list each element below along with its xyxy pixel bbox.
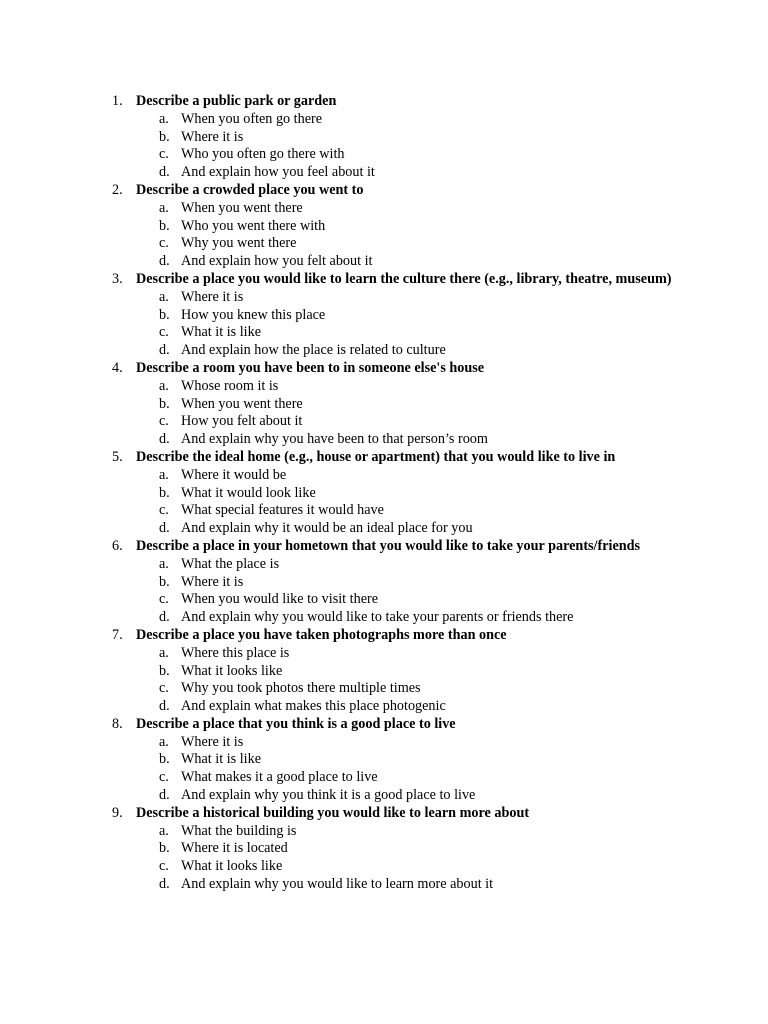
sub-question-letter: c. xyxy=(159,324,169,341)
question-number: 6. xyxy=(112,537,123,554)
question-title: Describe a place you have taken photographs more than once xyxy=(136,626,507,643)
sub-question-letter: c. xyxy=(159,502,169,519)
sub-question-letter: b. xyxy=(159,484,170,501)
sub-question-letter: d. xyxy=(159,253,170,270)
sub-question-item xyxy=(108,823,688,841)
sub-question-item xyxy=(108,307,688,325)
sub-question-item xyxy=(108,787,688,805)
sub-question-item xyxy=(108,218,688,236)
sub-question-letter: c. xyxy=(159,591,169,608)
question-list xyxy=(108,93,688,894)
sub-question-text: What it would look like xyxy=(181,484,316,501)
sub-question-text: What it looks like xyxy=(181,662,283,679)
sub-question-list xyxy=(108,111,688,182)
sub-question-letter: c. xyxy=(159,146,169,163)
sub-question-text: And explain why you think it is a good place to live xyxy=(181,787,476,804)
sub-question-item xyxy=(108,645,688,663)
sub-question-item xyxy=(108,413,688,431)
sub-question-letter: a. xyxy=(159,288,169,305)
sub-question-letter: a. xyxy=(159,199,169,216)
sub-question-letter: b. xyxy=(159,662,170,679)
sub-question-item xyxy=(108,734,688,752)
sub-question-letter: a. xyxy=(159,555,169,572)
sub-question-item xyxy=(108,858,688,876)
sub-question-letter: a. xyxy=(159,644,169,661)
sub-question-item xyxy=(108,751,688,769)
sub-question-item xyxy=(108,253,688,271)
sub-question-text: What the building is xyxy=(181,822,297,839)
sub-question-item xyxy=(108,591,688,609)
sub-question-item xyxy=(108,663,688,681)
question-number: 7. xyxy=(112,626,123,643)
sub-question-text: Who you went there with xyxy=(181,217,326,234)
question-item xyxy=(108,182,688,271)
sub-question-item xyxy=(108,111,688,129)
sub-question-text: How you felt about it xyxy=(181,413,303,430)
sub-question-text: When you went there xyxy=(181,199,303,216)
sub-question-list xyxy=(108,200,688,271)
question-number: 4. xyxy=(112,359,123,376)
question-title: Describe a crowded place you went to xyxy=(136,181,364,198)
sub-question-letter: d. xyxy=(159,698,170,715)
sub-question-item xyxy=(108,467,688,485)
sub-question-item xyxy=(108,431,688,449)
sub-question-item xyxy=(108,520,688,538)
sub-question-text: And explain why you would like to take your parents or friends there xyxy=(181,609,574,626)
question-item xyxy=(108,538,688,627)
sub-question-letter: a. xyxy=(159,110,169,127)
question-number: 9. xyxy=(112,804,123,821)
sub-question-text: When you would like to visit there xyxy=(181,591,379,608)
sub-question-item xyxy=(108,342,688,360)
sub-question-list xyxy=(108,734,688,805)
sub-question-text: How you knew this place xyxy=(181,306,326,323)
sub-question-list xyxy=(108,289,688,360)
sub-question-item xyxy=(108,502,688,520)
sub-question-text: Why you went there xyxy=(181,235,297,252)
sub-question-text: Where it is xyxy=(181,128,244,145)
question-item xyxy=(108,271,688,360)
sub-question-letter: d. xyxy=(159,609,170,626)
sub-question-letter: d. xyxy=(159,431,170,448)
sub-question-text: When you went there xyxy=(181,395,303,412)
sub-question-item xyxy=(108,324,688,342)
question-item xyxy=(108,93,688,182)
sub-question-letter: a. xyxy=(159,466,169,483)
question-item xyxy=(108,360,688,449)
sub-question-item xyxy=(108,609,688,627)
sub-question-text: And explain why it would be an ideal place for you xyxy=(181,520,473,537)
sub-question-item xyxy=(108,485,688,503)
sub-question-letter: d. xyxy=(159,520,170,537)
sub-question-text: And explain why you would like to learn more about it xyxy=(181,876,494,893)
question-title: Describe a public park or garden xyxy=(136,93,337,109)
sub-question-letter: d. xyxy=(159,164,170,181)
sub-question-list xyxy=(108,467,688,538)
sub-question-letter: c. xyxy=(159,680,169,697)
sub-question-text: Where it is located xyxy=(181,840,288,857)
sub-question-item xyxy=(108,769,688,787)
sub-question-item xyxy=(108,840,688,858)
question-title: Describe a place in your hometown that you would like to take your parents/friends xyxy=(136,537,641,554)
sub-question-letter: b. xyxy=(159,840,170,857)
sub-question-item xyxy=(108,200,688,218)
sub-question-text: What makes it a good place to live xyxy=(181,769,378,786)
sub-question-item xyxy=(108,146,688,164)
sub-question-text: Where it is xyxy=(181,733,244,750)
sub-question-item xyxy=(108,164,688,182)
question-number: 5. xyxy=(112,448,123,465)
sub-question-letter: c. xyxy=(159,413,169,430)
sub-question-text: Whose room it is xyxy=(181,377,279,394)
sub-question-text: When you often go there xyxy=(181,110,323,127)
question-title: Describe a place that you think is a good place to live xyxy=(136,715,456,732)
sub-question-item xyxy=(108,235,688,253)
sub-question-letter: a. xyxy=(159,733,169,750)
sub-question-text: Who you often go there with xyxy=(181,146,345,163)
sub-question-letter: c. xyxy=(159,235,169,252)
sub-question-text: What it is like xyxy=(181,324,261,341)
sub-question-text: What the place is xyxy=(181,555,280,572)
sub-question-text: Where this place is xyxy=(181,644,290,661)
sub-question-text: And explain how the place is related to culture xyxy=(181,342,446,359)
sub-question-item xyxy=(108,556,688,574)
question-number: 2. xyxy=(112,181,123,198)
sub-question-list xyxy=(108,556,688,627)
sub-question-item xyxy=(108,129,688,147)
sub-question-item xyxy=(108,378,688,396)
sub-question-letter: b. xyxy=(159,395,170,412)
sub-question-text: What it is like xyxy=(181,751,261,768)
sub-question-list xyxy=(108,378,688,449)
sub-question-letter: b. xyxy=(159,217,170,234)
sub-question-item xyxy=(108,289,688,307)
question-title: Describe a place you would like to learn the culture there (e.g., library, theatre, museum) xyxy=(136,270,672,287)
sub-question-letter: b. xyxy=(159,128,170,145)
sub-question-letter: c. xyxy=(159,858,169,875)
question-title: Describe a historical building you would like to learn more about xyxy=(136,804,530,821)
sub-question-text: What special features it would have xyxy=(181,502,384,519)
sub-question-list xyxy=(108,823,688,894)
sub-question-text: Where it would be xyxy=(181,466,287,483)
sub-question-text: What it looks like xyxy=(181,858,283,875)
sub-question-text: Where it is xyxy=(181,288,244,305)
sub-question-letter: a. xyxy=(159,377,169,394)
question-item xyxy=(108,449,688,538)
question-title: Describe a room you have been to in someone else's house xyxy=(136,359,485,376)
sub-question-text: And explain how you felt about it xyxy=(181,253,373,270)
question-number: 3. xyxy=(112,270,123,287)
sub-question-letter: b. xyxy=(159,751,170,768)
sub-question-letter: c. xyxy=(159,769,169,786)
question-item xyxy=(108,716,688,805)
sub-question-letter: d. xyxy=(159,787,170,804)
question-item xyxy=(108,805,688,894)
sub-question-item xyxy=(108,574,688,592)
question-item xyxy=(108,627,688,716)
sub-question-letter: b. xyxy=(159,306,170,323)
question-number: 8. xyxy=(112,715,123,732)
sub-question-text: And explain what makes this place photogenic xyxy=(181,698,446,715)
sub-question-text: And explain how you feel about it xyxy=(181,164,375,181)
sub-question-item xyxy=(108,396,688,414)
sub-question-text: And explain why you have been to that person’s room xyxy=(181,431,488,448)
sub-question-list xyxy=(108,645,688,716)
sub-question-text: Where it is xyxy=(181,573,244,590)
sub-question-item xyxy=(108,876,688,894)
sub-question-text: Why you took photos there multiple times xyxy=(181,680,421,697)
sub-question-letter: d. xyxy=(159,342,170,359)
sub-question-letter: b. xyxy=(159,573,170,590)
question-title: Describe the ideal home (e.g., house or apartment) that you would like to live in xyxy=(136,448,616,465)
sub-question-letter: a. xyxy=(159,822,169,839)
sub-question-item xyxy=(108,680,688,698)
sub-question-letter: d. xyxy=(159,876,170,893)
question-number: 1. xyxy=(112,93,123,109)
sub-question-item xyxy=(108,698,688,716)
